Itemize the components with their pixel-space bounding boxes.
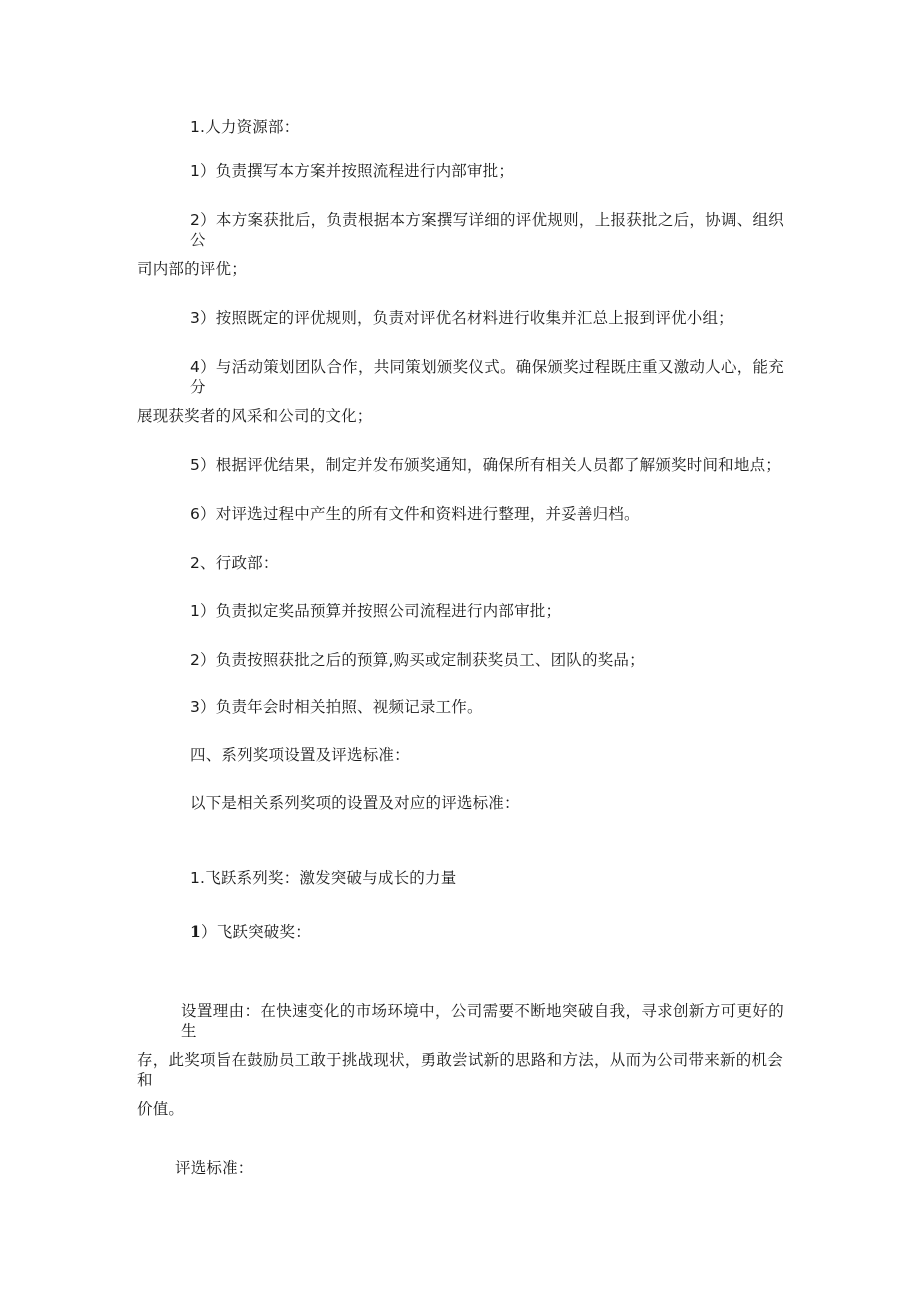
hr-item-2-line-2: 司内部的评优； [137, 260, 247, 278]
reason-line-2: 存，此奖项旨在鼓励员工敢于挑战现状，勇敢尝试新的思路和方法，从而为公司带来新的机会和 [137, 1051, 783, 1089]
hr-department-heading: 1.人力资源部： [190, 118, 300, 136]
reason-line-3: 价值。 [137, 1100, 185, 1118]
hr-item-2-line-1: 2）本方案获批后，负责根据本方案撰写详细的评优规则，上报获批之后，协调、组织公 [190, 211, 784, 249]
hr-item-3: 3）按照既定的评优规则，负责对评优名材料进行收集并汇总上报到评优小组； [190, 309, 734, 327]
admin-item-1: 1）负责拟定奖品预算并按照公司流程进行内部审批； [190, 602, 562, 620]
awards-section-heading: 四、系列奖项设置及评选标准： [190, 746, 410, 764]
hr-item-4-line-1: 4）与活动策划团队合作，共同策划颁奖仪式。确保颁奖过程既庄重又激动人心，能充分 [190, 358, 784, 396]
hr-item-4-line-2: 展现获奖者的风采和公司的文化； [137, 407, 373, 425]
criteria-heading: 评选标准： [175, 1159, 254, 1177]
hr-item-6: 6）对评选过程中产生的所有文件和资料进行整理，并妥善归档。 [190, 505, 640, 523]
admin-item-3: 3）负责年会时相关拍照、视频记录工作。 [190, 698, 483, 716]
award-1-heading [190, 922, 311, 942]
admin-item-2: 2）负责按照获批之后的预算,购买或定制获奖员工、团队的奖品； [190, 651, 645, 669]
hr-item-5: 5）根据评优结果，制定并发布颁奖通知，确保所有相关人员都了解颁奖时间和地点； [190, 456, 781, 474]
awards-intro: 以下是相关系列奖项的设置及对应的评选标准： [190, 794, 520, 812]
admin-department-heading: 2、行政部： [190, 554, 279, 572]
award-1-title: ）飞跃突破奖： [201, 923, 311, 941]
reason-line-1: 设置理由：在快速变化的市场环境中，公司需要不断地突破自我，寻求创新方可更好的生 [181, 1002, 784, 1040]
hr-item-1: 1）负责撰写本方案并按照流程进行内部审批； [190, 162, 515, 180]
award-1-number: 1 [190, 922, 201, 941]
series-1-heading: 1.飞跃系列奖：激发突破与成长的力量 [190, 869, 457, 887]
